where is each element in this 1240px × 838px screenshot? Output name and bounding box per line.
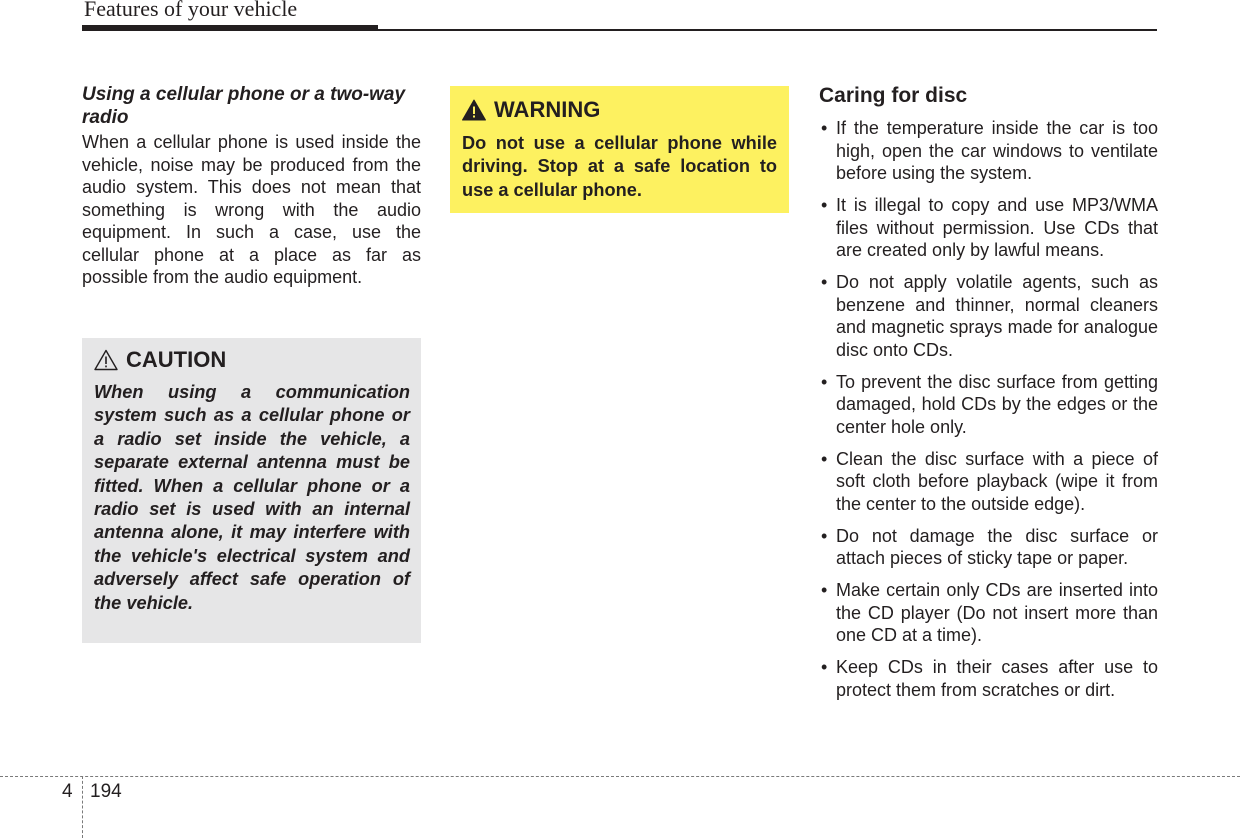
- bullet-icon: •: [821, 580, 828, 600]
- warning-box: [450, 86, 789, 213]
- caring-for-disc-section: [819, 83, 1158, 711]
- caution-triangle-icon: [94, 349, 118, 371]
- page-number: 194: [90, 781, 122, 802]
- list-item-text: To prevent the disc surface from getting damaged, hold CDs by the edges or the center hole only.: [836, 371, 1158, 437]
- list-item-text: Do not apply volatile agents, such as benzene and thinner, normal cleaners and magnetic sprays made for analogue disc onto CDs.: [836, 272, 1158, 360]
- list-item-text: If the temperature inside the car is too high, open the car windows to ventilate before using the system.: [836, 118, 1158, 183]
- caring-for-disc-title: Caring for disc: [819, 84, 968, 107]
- list-item-text: Keep CDs in their cases after use to protect them from scratches or dirt.: [836, 657, 1158, 700]
- warning-header: [462, 96, 777, 124]
- list-item-text: It is illegal to copy and use MP3/WMA files without permission. Use CDs that are created only by lawful means.: [836, 195, 1158, 260]
- footer-page-divider: [82, 776, 83, 838]
- bullet-icon: •: [821, 118, 828, 138]
- list-item: [819, 271, 1158, 361]
- caution-box: [82, 338, 421, 643]
- list-item: [819, 117, 1158, 185]
- cellular-phone-subheading: Using a cellular phone or a two-way radio: [82, 84, 406, 128]
- list-item-text: Make certain only CDs are inserted into the CD player (Do not insert more than one CD at a time).: [836, 580, 1158, 645]
- list-item-text: Do not damage the disc surface or attach pieces of sticky tape or paper.: [836, 525, 1158, 568]
- bullet-icon: •: [821, 448, 828, 469]
- list-item: [819, 371, 1158, 439]
- footer-divider: [0, 776, 1240, 777]
- list-item-text: Clean the disc surface with a piece of soft cloth before playback (wipe it from the center to the outside edge).: [836, 448, 1158, 514]
- list-item: [819, 525, 1158, 570]
- bullet-icon: •: [821, 525, 828, 546]
- warning-title: WARNING: [494, 97, 601, 122]
- caution-header: [94, 346, 410, 374]
- warning-triangle-icon: [462, 99, 486, 121]
- section-header-title: Features of your vehicle: [84, 0, 298, 21]
- header-rule: [82, 29, 1157, 31]
- bullet-icon: •: [821, 272, 828, 292]
- list-item: [819, 448, 1158, 516]
- chapter-number: 4: [62, 781, 73, 802]
- caution-text: When using a communication system such as a cellular phone or a radio set inside the vehicle, a separate external antenna must be fitted. When a cellular phone or a radio set is used with an internal antenna alone, it may interfere with the vehicle's electrical system and adversely affect safe operation of the vehicle.: [94, 382, 410, 613]
- cellular-phone-section: [82, 83, 421, 289]
- list-item: [819, 579, 1158, 647]
- bullet-icon: •: [821, 195, 828, 215]
- bullet-icon: •: [821, 371, 828, 392]
- list-item: [819, 194, 1158, 262]
- list-item: [819, 656, 1158, 701]
- warning-text: Do not use a cellular phone while driving. Stop at a safe location to use a cellular phone.: [462, 133, 777, 200]
- bullet-icon: •: [821, 657, 828, 677]
- cellular-phone-body: When a cellular phone is used inside the vehicle, noise may be produced from the audio system. This does not mean that something is wrong with the audio equipment. In such a case, use the cellular phone at a place as far as possible from the audio equipment.: [82, 132, 421, 287]
- disc-care-list: [819, 117, 1158, 701]
- caution-title: CAUTION: [126, 347, 227, 372]
